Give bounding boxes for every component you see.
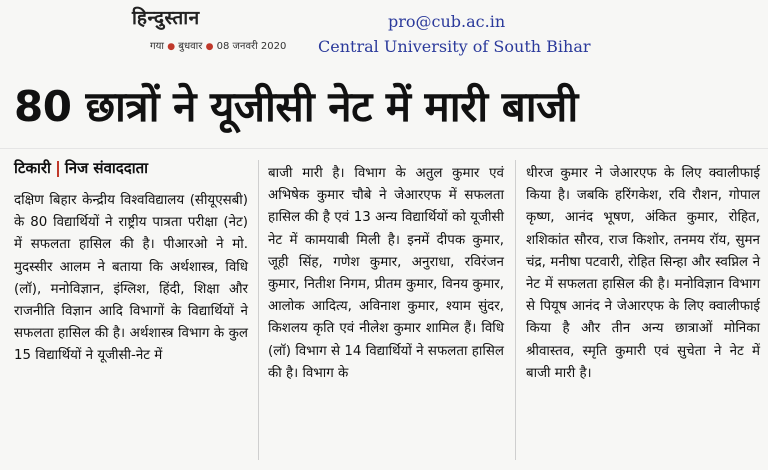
contact-email: pro@cub.ac.in [388,12,506,31]
institution-name: Central University of South Bihar [318,37,591,56]
headline-divider [0,148,768,149]
article-column-1 [14,156,248,368]
article-column-3 [526,163,760,385]
newspaper-masthead: हिन्दुस्तान [132,7,200,29]
column-divider [258,160,259,460]
byline-separator [57,161,59,177]
article-column-2 [268,163,504,385]
dateline-city: गया [150,41,165,52]
column-2-text: बाजी मारी है। विभाग के अतुल कुमार एवं अभिषेक कुमार चौबे ने जेआरएफ में सफलता हासिल की है एवं 13 अन्य विद्यार्थियों को यूजीसी नेट में कामयाबी मिली है। इनमें दीपक कुमार, जूही सिंह, गणेश कुमार, अनुराधा, रविरंजन कुमार, नितीश निगम, प्रीतम कुमार, विनय कुमार, आलोक आदित्य, अविनाश कुमार, श्याम सुंदर, किशलय कृति एवं नीलेश कुमार शामिल हैं। विधि (लॉ) विभाग से 14 विद्यार्थियों ने सफलता हासिल की है। विभाग के [268,166,504,381]
byline-place: टिकारी [14,159,51,177]
article-headline: 80 छात्रों ने यूजीसी नेट में मारी बाजी [14,82,578,131]
byline-author: निज संवाददाता [64,159,149,177]
dateline-date: 08 जनवरी 2020 [216,41,287,52]
bullet-icon: ● [205,42,214,52]
bullet-icon: ● [167,42,176,52]
byline [14,156,248,180]
column-3-text: धीरज कुमार ने जेआरएफ के लिए क्वालीफाई किया है। जबकि हरिंगकेश, रवि रौशन, गोपाल कृष्ण, आनंद भूषण, अंकित कुमार, रोहित, शशिकांत सौरव, राज किशोर, तनमय रॉय, सुमन चंद्र, मनीषा पटवारी, रोहित सिन्हा और स्वप्निल ने नेट में सफलता हासिल की है। मनोविज्ञान विभाग से पियूष आनंद ने जेआरएफ के लिए क्वालीफाई किया है और तीन अन्य छात्राओं मोनिका श्रीवास्तव, स्मृति कुमारी एवं सुचेता ने नेट में बाजी मारी है। [526,166,760,381]
column-divider [515,160,516,460]
column-1-text: दक्षिण बिहार केन्द्रीय विश्वविद्यालय (सीयूएसबी) के 80 विद्यार्थियों ने राष्ट्रीय पात्रता परीक्षा (नेट) में सफलता हासिल की है। पीआरओ ने मो. मुदस्सीर आलम ने बताया कि अर्थशास्त्र, विधि (लॉ), मनोविज्ञान, इंग्लिश, हिंदी, शिक्षा और राजनीति विज्ञान आदि विभागों के विद्यार्थियों ने सफलता हासिल की है। अर्थशास्त्र विभाग के कुल 15 विद्यार्थियों ने यूजीसी-नेट में [14,193,248,364]
dateline-day: बुधवार [178,41,203,52]
dateline [150,38,286,52]
